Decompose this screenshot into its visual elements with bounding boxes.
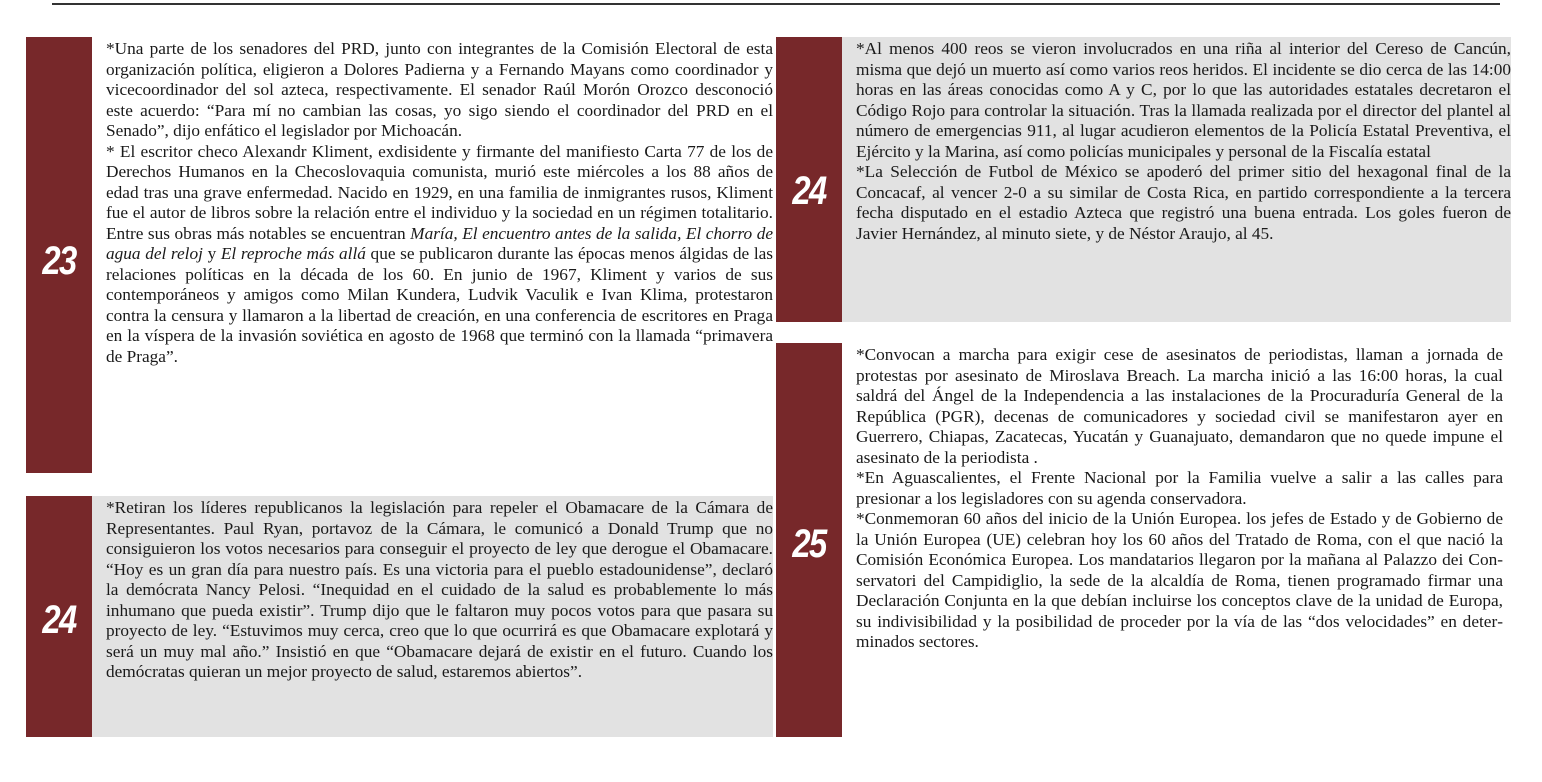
news-item: [856, 345, 1503, 468]
news-item: [856, 468, 1503, 509]
date-sidebar: [776, 343, 842, 737]
entry-day-23: [26, 37, 773, 473]
entry-day-25: [776, 343, 1503, 737]
news-text: * El escritor checo Alexandr Kliment, exdisidente y firmante del manifiesto Carta 77 de los de Derechos Humanos en la Checoslovaquia comunista, murió este miércoles a los 88 años de edad tras una grave enfermedad. Nacido en 1929, en una familia de inmigrantes rusos, Kliment fue el autor de libros sobre la relación entre el individuo y la sociedad en un régimen totalitario. Entre sus obras más notables se encuentran: [106, 141, 773, 243]
news-item: [106, 39, 773, 142]
date-sidebar: [776, 37, 842, 322]
top-rule: [52, 3, 1500, 5]
news-text: y: [202, 244, 221, 263]
entry-content: [842, 343, 1503, 737]
news-text: que se publicaron durante las épocas menos álgidas de las relaciones políticas en la década de los 60. En junio de 1967, Kliment y varios de sus contemporáneos y amigos como Milan Kundera, Ludvik Vaculik e Ivan Klima, protestaron contra la censura y llamaron a la libertad de creación, en una conferencia de escritores en Praga en la víspera de la invasión soviética en agosto de 1968 que terminó con la llamada “primavera de Praga”.: [106, 244, 774, 366]
news-text: *Al menos 400 reos se vieron involucrados en una riña al interior del Cereso de Cancún, misma que dejó un muerto así como varios reos heridos. El incidente se dio cerca de las 14:00 horas en las áreas conocidas como A y C, por lo que las autoridades estatales decretaron el Código Rojo para controlar la situación. Tras la llamada realizada por el director del plantel al número de emergencias 911, al lugar acudieron elementos de la Policía Estatal Preventiva, el Ejército y la Marina, así como policías municipales y personal de la Fiscalía estatal: [856, 39, 1511, 161]
entry-content: [842, 37, 1511, 322]
news-text: *En Aguascalientes, el Frente Nacional por la Familia vuelve a salir a las calles para presionar a los legisladores con su agenda conservadora.: [856, 468, 1503, 508]
entry-content: [92, 37, 773, 473]
entry-day-24-mx: [776, 37, 1511, 322]
news-text: *La Selección de Futbol de México se apoderó del primer sitio del hexagonal final de la Concacaf, al vencer 2-0 a su similar de Costa Rica, en partido correspondiente a la tercera fecha disputado en el estadio Azteca que registró una buena entrada. Los goles fueron de Javier Hernández, al minuto siete, y de Néstor Araujo, al 45.: [856, 162, 1511, 243]
news-item: [856, 39, 1511, 162]
book-title: El reproche más allá: [220, 244, 366, 263]
day-number: 23: [42, 239, 76, 283]
news-item: [106, 498, 773, 683]
date-sidebar: [26, 496, 92, 737]
entry-content: [92, 496, 773, 737]
date-sidebar: [26, 37, 92, 473]
entry-day-24-us: [26, 496, 773, 737]
news-item: [856, 509, 1503, 653]
news-item: [856, 162, 1511, 244]
news-text: *Conmemoran 60 años del inicio de la Unión Europea. los jefes de Estado y de Gobierno de la Unión Europea (UE) celebran hoy los 60 años del Tratado de Roma, con el que nació la Comisión Económica Europea. Los mandatarios llegaron por la mañana al Palazzo dei Conservatori del Campidiglio, la sede de la alcaldía de Roma, tienen programado firmar una Declaración Conjunta en la que debían incluirse los conceptos clave de la unidad de Europa, su indivisibilidad y la posibilidad de proceder por la vía de las “dos velocidades” en determinados sectores.: [856, 509, 1503, 651]
news-text: *Convocan a marcha para exigir cese de asesinatos de periodistas, llaman a jornada de protestas por asesinato de Miroslava Breach. La marcha inició a las 16:00 horas, la cual saldrá del Ángel de la Independencia a las instalaciones de la Procuraduría General de la República (PGR), decenas de comunicadores y sociedad civil se manifestaron ayer en Guerrero, Chiapas, Zacatecas, Yucatán y Guanajuato, demandaron que no quede impune el asesinato de la periodista .: [856, 345, 1503, 467]
news-text: *Una parte de los senadores del PRD, junto con integrantes de la Comisión Electoral de esta organización política, eligieron a Dolores Padierna y a Fernando Mayans como coordinador y vicecoordinador del sol azteca, respectivamente. El senador Raúl Morón Orozco desconoció este acuerdo: “Para mí no cambian las cosas, yo sigo siendo el coordinador del PRD en el Senado”, dijo enfático el legislador por Michoacán.: [106, 39, 773, 140]
news-item: [106, 142, 773, 368]
day-number: 25: [792, 522, 826, 566]
day-number: 24: [792, 169, 826, 213]
news-text: *Retiran los líderes republicanos la legislación para repeler el Obamacare de la Cámara de Representantes. Paul Ryan, portavoz de la Cámara, le comunicó a Donald Trump que no consiguieron los votos necesarios para conseguir el proyecto de ley que derogue el Obamacare. “Hoy es un gran día para nuestro país. Es una victoria para el pueblo estadounidense”, declaró la demócrata Nancy Pelosi. “Inequidad en el cuidado de la salud es probablemente lo más inhumano que pueda existir”. Trump dijo que le faltaron muy pocos votos para que pasara su proyecto de ley. “Estuvimos muy cerca, creo que lo que ocurrirá es que Obamacare explotará y será un muy mal año.” Insistió en que “Obamacare dejará de existir en el futuro. Cuando los demócratas quieran un mejor proyecto de salud, estaremos abiertos”.: [106, 498, 773, 681]
day-number: 24: [42, 598, 76, 642]
book-title: María, El encuentro antes de la salida, El chorro de agua del reloj: [106, 223, 774, 263]
